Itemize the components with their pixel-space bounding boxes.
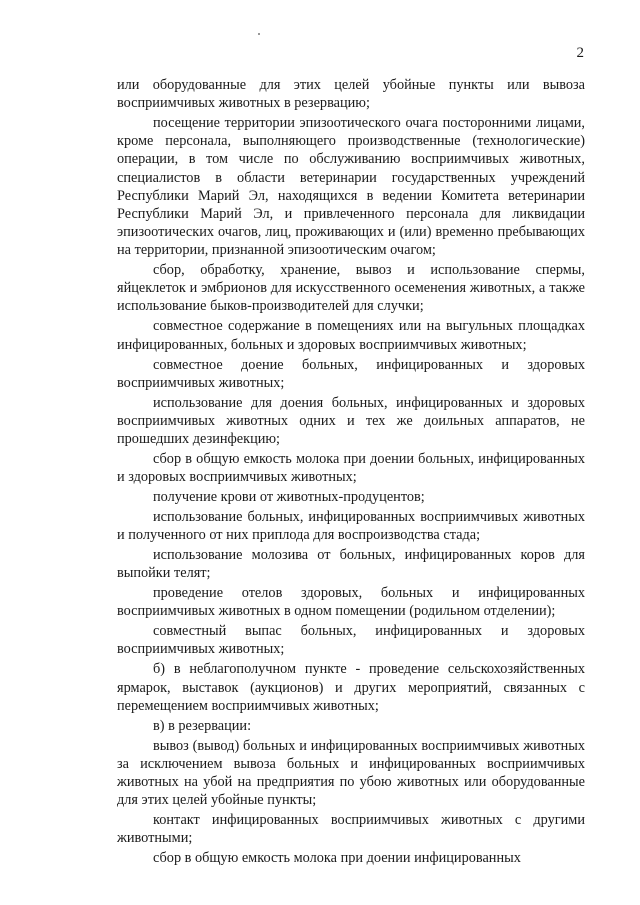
paragraph: совместный выпас больных, инфицированных и здоровых восприимчивых животных; bbox=[117, 623, 585, 658]
paragraph: сбор в общую емкость молока при доении инфицированных bbox=[153, 850, 521, 867]
paragraph: контакт инфицированных восприимчивых животных с другими животными; bbox=[117, 812, 585, 847]
scan-artifact bbox=[258, 33, 260, 35]
body-text bbox=[117, 76, 585, 869]
paragraph: использование для доения больных, инфицированных и здоровых восприимчивых животных одних и тех же доильных аппаратов, не прошедших дезинфекцию; bbox=[117, 394, 585, 447]
paragraph: совместное доение больных, инфицированных и здоровых восприимчивых животных; bbox=[117, 356, 585, 391]
paragraph: посещение территории эпизоотического очага посторонними лицами, кроме персонала, выполняющего производственные (технологические) операции, в том числе по обслуживанию восприимчивых животных, специалистов в области ветеринарии государственных учреждений Республики Марий Эл, находящихся в ведении Комитета ветеринарии Республики Марий Эл, и привлеченного персонала для ликвидации эпизоотических очагов, лиц, проживающих и (или) временно пребывающих на территории, признанной эпизоотическим очагом; bbox=[117, 115, 585, 259]
paragraph: б) в неблагополучном пункте - проведение сельскохозяйственных ярмарок, выставок (аукционов) и других мероприятий, связанных с перемещением восприимчивых животных; bbox=[117, 661, 585, 714]
page-number: 2 bbox=[576, 45, 584, 61]
paragraph: сбор, обработку, хранение, вывоз и использование спермы, яйцеклеток и эмбрионов для искусственного осеменения животных, а также использование быков-производителей для случки; bbox=[117, 262, 585, 315]
paragraph: или оборудованные для этих целей убойные пункты или вывоза восприимчивых животных в резервацию; bbox=[117, 77, 585, 112]
paragraph: получение крови от животных-продуцентов; bbox=[153, 489, 425, 506]
paragraph: проведение отелов здоровых, больных и инфицированных восприимчивых животных в одном помещении (родильном отделении); bbox=[117, 585, 585, 620]
paragraph: совместное содержание в помещениях или на выгульных площадках инфицированных, больных и здоровых восприимчивых животных; bbox=[117, 318, 585, 353]
paragraph: использование молозива от больных, инфицированных коров для выпойки телят; bbox=[117, 547, 585, 582]
paragraph: в) в резервации: bbox=[153, 717, 252, 734]
paragraph: вывоз (вывод) больных и инфицированных восприимчивых животных за исключением вывоза больных и инфицированных восприимчивых животных на убой на предприятия по убою животных или оборудованные для этих целей убойные пункты; bbox=[117, 737, 585, 809]
paragraph: использование больных, инфицированных восприимчивых животных и полученного от них приплода для воспроизводства стада; bbox=[117, 508, 585, 544]
paragraph: сбор в общую емкость молока при доении больных, инфицированных и здоровых восприимчивых животных; bbox=[117, 450, 585, 486]
